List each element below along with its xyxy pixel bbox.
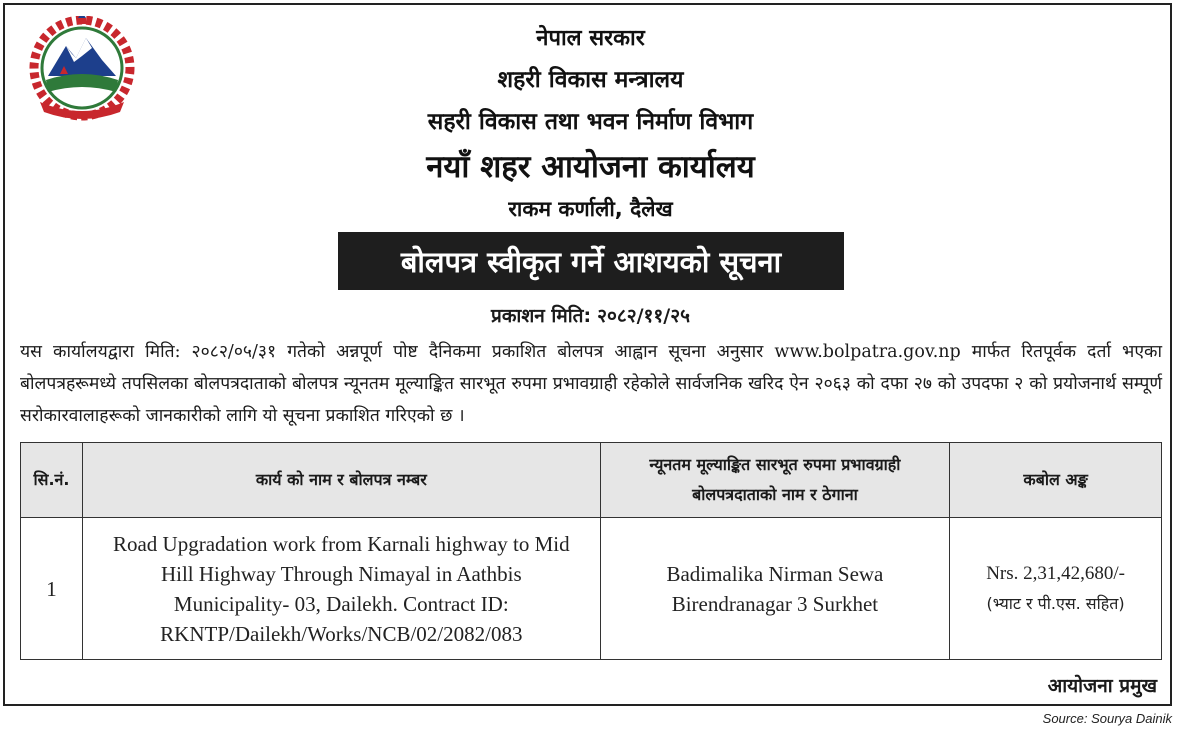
office-name: नयाँ शहर आयोजना कार्यालय xyxy=(426,149,755,185)
cell-work xyxy=(82,518,600,660)
work-line: Road Upgradation work from Karnali highway to Mid xyxy=(112,531,570,556)
signoff: आयोजना प्रमुख xyxy=(1047,675,1157,697)
govt-name: नेपाल सरकार xyxy=(536,26,645,51)
publication-date-line xyxy=(0,302,1181,328)
work-line: Municipality- 03, Dailekh. Contract ID: xyxy=(173,591,509,616)
col-header-sn: सि.नं. xyxy=(21,443,83,518)
ministry-name: शहरी विकास मन्त्रालय xyxy=(497,67,684,93)
publication-date: २०८२/११/२५ xyxy=(597,305,690,327)
publication-label: प्रकाशन मिति: xyxy=(491,305,592,327)
col-header-work: कार्य को नाम र बोलपत्र नम्बर xyxy=(82,443,600,518)
col-header-amount: कबोल अङ्क xyxy=(950,443,1162,518)
bidder-address: Birendranagar 3 Surkhet xyxy=(671,591,879,616)
work-line: RKNTP/Dailekh/Works/NCB/02/2082/083 xyxy=(160,621,523,646)
cell-amount xyxy=(950,518,1162,660)
col-header-bidder xyxy=(600,443,950,518)
award-table xyxy=(20,442,1162,660)
source-credit: Source: Sourya Dainik xyxy=(1042,711,1172,726)
cell-sn: 1 xyxy=(21,518,83,660)
work-line: Hill Highway Through Nimayal in Aathbis xyxy=(160,561,522,586)
cell-bidder xyxy=(600,518,950,660)
col-header-bidder-line1: न्यूनतम मूल्याङ्कित सारभूत रुपमा प्रभावग्राही xyxy=(649,455,901,474)
bidder-name: Badimalika Nirman Sewa xyxy=(666,561,884,586)
notice-body: यस कार्यालयद्वारा मिति: २०८२/०५/३१ गतेको अन्नपूर्ण पोष्ट दैनिकमा प्रकाशित बोलपत्र आह्वान सूचना अनुसार www.bolpatra.gov.np मार्फत रितपूर्वक दर्ता भएका बोलपत्रहरूमध्ये तपसिलका बोलपत्रदाताको बोलपत्र न्यूनतम मूल्याङ्कित सारभूत रुपमा प्रभावग्राही रहेकोले सार्वजनिक खरिद ऐन २०६३ को दफा २७ को उपदफा २ को प्रयोजनार्थ सम्पूर्ण सरोकारवालाहरूको जानकारीको लागि यो सूचना प्रकाशित गरिएको छ । xyxy=(20,342,1162,426)
table-row xyxy=(21,518,1162,660)
department-name: सहरी विकास तथा भवन निर्माण विभाग xyxy=(427,109,754,135)
notice-title: बोलपत्र स्वीकृत गर्ने आशयको सूचना xyxy=(338,232,844,290)
office-location: राकम कर्णाली, दैलेख xyxy=(508,197,673,221)
bid-amount-note: (भ्याट र पी.एस. सहित) xyxy=(986,593,1125,613)
bid-amount: Nrs. 2,31,42,680/- xyxy=(986,562,1125,584)
col-header-bidder-line2: बोलपत्रदाताको नाम र ठेगाना xyxy=(692,485,858,504)
table-header-row xyxy=(21,443,1162,518)
